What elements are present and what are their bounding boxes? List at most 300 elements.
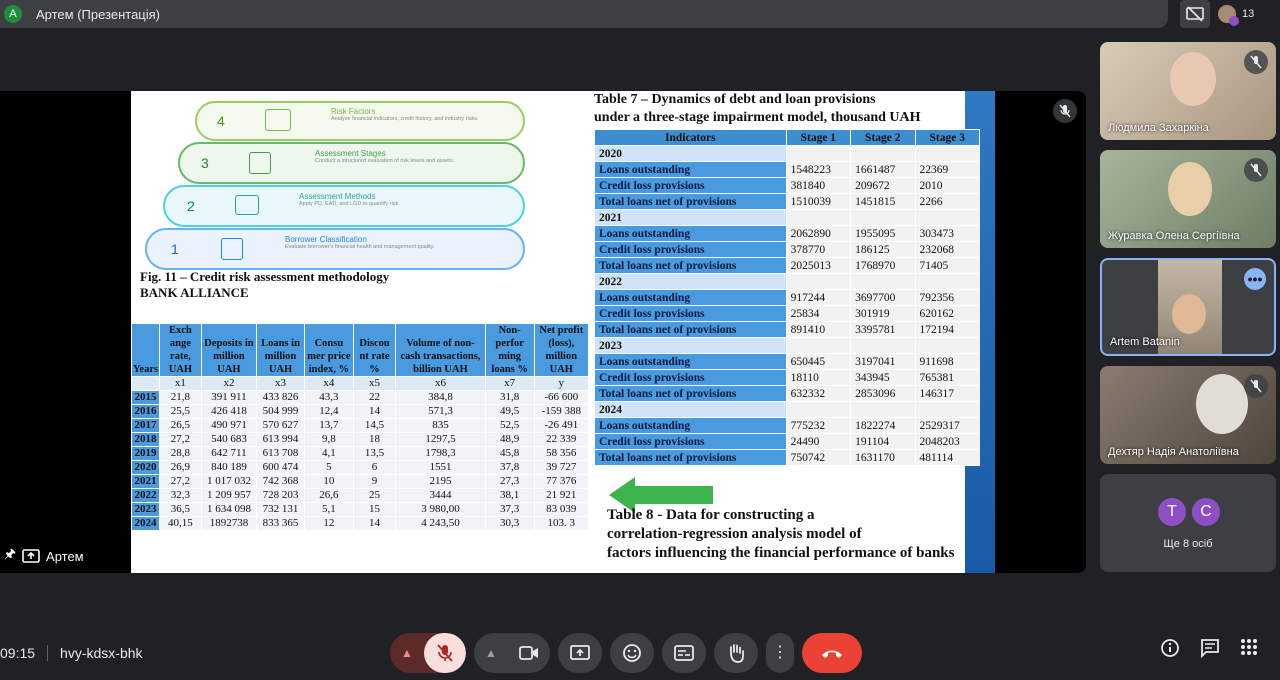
- participant-name: Дехтяр Надія Анатоліївна: [1108, 446, 1239, 458]
- table7-row: [595, 178, 980, 194]
- table7-row: [595, 290, 980, 306]
- table7-year-row: [595, 210, 980, 226]
- table7-empty-cell: [915, 210, 979, 226]
- data-table-value: 15: [353, 503, 395, 517]
- more-vert-icon: ⋮: [772, 644, 788, 661]
- clock: 09:15: [0, 645, 36, 661]
- table7-empty-cell: [851, 210, 915, 226]
- diagram-text-2: [299, 192, 519, 208]
- diagram-text-4: [331, 107, 521, 123]
- data-table-value: 571,3: [396, 405, 486, 419]
- data-table-value: 22: [353, 391, 395, 405]
- camera-control-group: [474, 633, 550, 673]
- data-table-value: 77 376: [534, 475, 588, 489]
- table7-value: 917244: [786, 290, 850, 306]
- diagram-step-title: Risk Factors: [331, 107, 376, 116]
- bottom-bar: [0, 626, 1280, 680]
- data-table-value: -66 600: [534, 391, 588, 405]
- data-table-value: 9,8: [304, 433, 353, 447]
- data-table-value: 14: [353, 405, 395, 419]
- data-table-value: 21 921: [534, 489, 588, 503]
- shared-slide: [131, 91, 995, 573]
- more-options-icon[interactable]: •••: [1244, 268, 1266, 290]
- table7-value: 232068: [915, 242, 979, 258]
- data-table-value: 27,2: [160, 475, 202, 489]
- participant-face: [1196, 374, 1248, 434]
- table7-value: 381840: [786, 178, 850, 194]
- mic-off-icon: [437, 644, 453, 662]
- diagram-step-desc: Conduct a structured evaluation of risk levels and assets.: [315, 158, 455, 164]
- data-table-variable: y: [534, 377, 588, 391]
- figure-caption: [140, 269, 389, 301]
- table7-empty-cell: [915, 146, 979, 162]
- table7-value: 25834: [786, 306, 850, 322]
- table7-value: 792356: [915, 290, 979, 306]
- diagram-step-number: 3: [201, 155, 209, 171]
- table7-value: 172194: [915, 322, 979, 338]
- data-table-header-cell: Non- perfor ming loans %: [485, 324, 534, 377]
- right-controls: [1160, 638, 1258, 658]
- data-table-value: 38,1: [485, 489, 534, 503]
- table8-title-line-1: Table 8 - Data for constructing a: [607, 507, 815, 523]
- chat-icon[interactable]: [1200, 638, 1220, 658]
- data-table-year: 2020: [132, 461, 160, 475]
- camera-button[interactable]: [508, 646, 550, 660]
- hand-icon: [727, 643, 745, 663]
- data-table-value: 1551: [396, 461, 486, 475]
- present-screen-icon: [22, 549, 40, 563]
- table7-empty-cell: [786, 338, 850, 354]
- regression-data-table: [131, 323, 589, 531]
- data-table-header-cell: Loans in million UAH: [257, 324, 305, 377]
- table7-row: [595, 354, 980, 370]
- table7-value: 1661487: [851, 162, 915, 178]
- present-button[interactable]: [558, 633, 602, 673]
- mic-off-button[interactable]: [424, 633, 466, 673]
- pin-icon[interactable]: 🖈: [4, 546, 17, 561]
- participants-button[interactable]: [1218, 5, 1254, 23]
- data-table-value: 103. 3: [534, 517, 588, 531]
- captions-icon: [674, 645, 694, 661]
- data-table-value: 613 708: [257, 447, 305, 461]
- table7-row: [595, 242, 980, 258]
- presentation-title: Артем (Презентація): [36, 6, 161, 22]
- data-table-value: 25,5: [160, 405, 202, 419]
- presentation-off-icon[interactable]: [1180, 0, 1210, 28]
- table7-header-cell: Indicators: [595, 130, 787, 146]
- table7-row: [595, 306, 980, 322]
- data-table-value: 1798,3: [396, 447, 486, 461]
- table7-indicator: Loans outstanding: [595, 354, 787, 370]
- data-table-year: 2023: [132, 503, 160, 517]
- data-table-value: 48,9: [485, 433, 534, 447]
- end-call-button[interactable]: [802, 633, 862, 673]
- data-table-value: 30,3: [485, 517, 534, 531]
- data-table-year: 2022: [132, 489, 160, 503]
- data-table-value: 1297,5: [396, 433, 486, 447]
- diagram-step-number: 4: [217, 113, 225, 129]
- data-table-value: 14,5: [353, 419, 395, 433]
- data-table-variable: x1: [160, 377, 202, 391]
- emoji-button[interactable]: [610, 633, 654, 673]
- table8-title-line-3: factors influencing the financial performance of banks: [607, 545, 955, 561]
- methods-icon: [235, 195, 259, 215]
- table7-value: 71405: [915, 258, 979, 274]
- table7-empty-cell: [915, 402, 979, 418]
- participant-count: 13: [1242, 8, 1255, 20]
- data-table-value: 9: [353, 475, 395, 489]
- audio-options-chevron-icon[interactable]: ▲: [401, 646, 413, 660]
- call-controls: [390, 633, 862, 673]
- table7-empty-cell: [851, 274, 915, 290]
- data-table-value: -159 388: [534, 405, 588, 419]
- presenter-name: Артем: [46, 548, 84, 564]
- table7-value: 301919: [851, 306, 915, 322]
- table7-indicator: Credit loss provisions: [595, 178, 787, 194]
- data-table-value: 384,8: [396, 391, 486, 405]
- table7-year-row: [595, 338, 980, 354]
- camera-icon: [519, 646, 539, 660]
- data-table-value: 45,8: [485, 447, 534, 461]
- table7-empty-cell: [915, 274, 979, 290]
- data-table-year: 2016: [132, 405, 160, 419]
- diagram-step-number: 1: [171, 241, 179, 257]
- data-table-value: 21,8: [160, 391, 202, 405]
- table7-indicator: Loans outstanding: [595, 226, 787, 242]
- data-table-value: 13,5: [353, 447, 395, 461]
- table7-row: [595, 194, 980, 210]
- others-avatars: [1156, 496, 1222, 528]
- table7-value: 632332: [786, 386, 850, 402]
- data-table-value: -26 491: [534, 419, 588, 433]
- end-call-icon: [820, 647, 844, 659]
- data-table-row: [132, 447, 589, 461]
- info-icon[interactable]: [1160, 638, 1180, 658]
- table7-indicator: Total loans net of provisions: [595, 450, 787, 466]
- table7-value: 343945: [851, 370, 915, 386]
- data-table-variable: x4: [304, 377, 353, 391]
- data-table-value: 433 826: [257, 391, 305, 405]
- table7-indicator: Total loans net of provisions: [595, 194, 787, 210]
- data-table-row: [132, 405, 589, 419]
- data-table-value: 32,3: [160, 489, 202, 503]
- table7-value: 378770: [786, 242, 850, 258]
- table7-header-cell: Stage 3: [915, 130, 979, 146]
- top-right-controls: [1180, 0, 1280, 28]
- data-table-variable: x3: [257, 377, 305, 391]
- data-table-row: [132, 489, 589, 503]
- participant-name: Artem Batanin: [1110, 336, 1180, 348]
- data-table-row: [132, 419, 589, 433]
- data-table-row: [132, 517, 589, 531]
- participant-name: Журавка Олена Сергіївна: [1108, 230, 1240, 242]
- table7-row: [595, 370, 980, 386]
- data-table-value: 728 203: [257, 489, 305, 503]
- data-table-value: 5: [304, 461, 353, 475]
- table7-indicator: Total loans net of provisions: [595, 258, 787, 274]
- table7-empty-cell: [851, 402, 915, 418]
- data-table-header-cell: Deposits in million UAH: [201, 324, 256, 377]
- data-table-header-cell: Consu mer price index, %: [304, 324, 353, 377]
- classification-icon: [221, 238, 243, 260]
- table7-row: [595, 258, 980, 274]
- others-tile[interactable]: [1100, 474, 1276, 572]
- table8-title-line-2: correlation-regression analysis model of: [607, 526, 862, 542]
- participant-tile-active[interactable]: [1100, 258, 1276, 356]
- data-table-value: 732 131: [257, 503, 305, 517]
- table7-row: [595, 434, 980, 450]
- table7-value: 765381: [915, 370, 979, 386]
- data-table-value: 37,3: [485, 503, 534, 517]
- data-table-year: 2021: [132, 475, 160, 489]
- diagram-step-title: Assessment Stages: [315, 149, 386, 158]
- table7-empty-cell: [786, 146, 850, 162]
- table7-indicator: Credit loss provisions: [595, 306, 787, 322]
- table7-value: 620162: [915, 306, 979, 322]
- table7-header-row: [595, 130, 980, 146]
- data-table-value: 36,5: [160, 503, 202, 517]
- table7-value: 209672: [851, 178, 915, 194]
- table7-value: 3197041: [851, 354, 915, 370]
- table7-indicator: Credit loss provisions: [595, 370, 787, 386]
- data-table-row: [132, 433, 589, 447]
- data-table-value: 58 356: [534, 447, 588, 461]
- participant-face: [1168, 162, 1212, 216]
- participants-avatar-icon: [1218, 5, 1236, 23]
- participant-tile[interactable]: [1100, 366, 1276, 464]
- data-table-value: 18: [353, 433, 395, 447]
- mic-off-icon: [1244, 374, 1268, 398]
- table7-indicator: Total loans net of provisions: [595, 322, 787, 338]
- table7-year: 2022: [595, 274, 787, 290]
- table7-year-row: [595, 274, 980, 290]
- data-table-variable: x2: [201, 377, 256, 391]
- data-table-row: [132, 475, 589, 489]
- data-table-value: 833 365: [257, 517, 305, 531]
- data-table-header-cell: Exch ange rate, UAH: [160, 324, 202, 377]
- data-table-value: 570 627: [257, 419, 305, 433]
- data-table-year: 2017: [132, 419, 160, 433]
- table7-title-line-1: Table 7 – Dynamics of debt and loan provisions: [594, 92, 876, 107]
- data-table-value: 391 911: [201, 391, 256, 405]
- data-table-value: 600 474: [257, 461, 305, 475]
- data-table-header-row: [132, 324, 589, 377]
- raise-hand-button[interactable]: [714, 633, 758, 673]
- table7-title: [594, 91, 964, 127]
- data-table-value: 26,6: [304, 489, 353, 503]
- data-table-value: 12: [304, 517, 353, 531]
- others-label: Ще 8 осіб: [1163, 538, 1213, 550]
- data-table-header-cell: Discou nt rate %: [353, 324, 395, 377]
- data-table-value: 642 711: [201, 447, 256, 461]
- table7-indicator: Credit loss provisions: [595, 434, 787, 450]
- data-table-value: 835: [396, 419, 486, 433]
- video-options-chevron-icon[interactable]: ▲: [485, 646, 497, 660]
- table7-year-row: [595, 146, 980, 162]
- data-table-value: 25: [353, 489, 395, 503]
- table8-title: [607, 506, 987, 563]
- participant-tile[interactable]: [1100, 150, 1276, 248]
- top-bar: [0, 0, 1168, 28]
- meeting-code: hvy-kdsx-bhk: [60, 645, 143, 661]
- table7-year: 2024: [595, 402, 787, 418]
- data-table-value: 742 368: [257, 475, 305, 489]
- activities-grid-icon[interactable]: [1240, 638, 1258, 656]
- table7-value: 3395781: [851, 322, 915, 338]
- table7-empty-cell: [851, 338, 915, 354]
- data-table-header-cell: Volume of non-cash transactions, billion UAH: [396, 324, 486, 377]
- data-table-value: 14: [353, 517, 395, 531]
- diagram-text-3: [315, 149, 520, 165]
- table7: [594, 129, 980, 466]
- present-screen-icon: [570, 645, 590, 661]
- data-table-value: 3 980,00: [396, 503, 486, 517]
- data-table-header-cell: Net profit (loss), million UAH: [534, 324, 588, 377]
- table7-value: 650445: [786, 354, 850, 370]
- table7-value: 1768970: [851, 258, 915, 274]
- diagram-step-desc: Apply PD, EAD, and LGD to quantify risk.: [299, 201, 400, 207]
- data-table-value: 26,5: [160, 419, 202, 433]
- data-table-year: 2024: [132, 517, 160, 531]
- data-table-year: 2019: [132, 447, 160, 461]
- table7-value: 1510039: [786, 194, 850, 210]
- table7-row: [595, 418, 980, 434]
- data-table-value: 49,5: [485, 405, 534, 419]
- data-table-value: 1892738: [201, 517, 256, 531]
- diagram-step-desc: Analyze financial indicators, credit history, and industry risks.: [331, 116, 479, 122]
- table7-row: [595, 322, 980, 338]
- data-table-value: 40,15: [160, 517, 202, 531]
- data-table-variable: x6: [396, 377, 486, 391]
- data-table-variable-row: [132, 377, 589, 391]
- table7-value: 911698: [915, 354, 979, 370]
- table7-title-line-2: under a three-stage impairment model, thousand UAH: [594, 110, 921, 125]
- analysis-icon: [265, 109, 291, 131]
- data-table-value: 5,1: [304, 503, 353, 517]
- data-table-value: 4 243,50: [396, 517, 486, 531]
- table7-value: 2025013: [786, 258, 850, 274]
- mic-off-icon: [1244, 50, 1268, 74]
- data-table-year: 2015: [132, 391, 160, 405]
- table7-value: 303473: [915, 226, 979, 242]
- data-table-value: 6: [353, 461, 395, 475]
- table7-value: 191104: [851, 434, 915, 450]
- table7-value: 146317: [915, 386, 979, 402]
- table7-empty-cell: [915, 338, 979, 354]
- diagram-step-number: 2: [187, 198, 195, 214]
- data-table-value: 22 339: [534, 433, 588, 447]
- table7-empty-cell: [786, 402, 850, 418]
- table7-empty-cell: [786, 274, 850, 290]
- avatar: T: [1156, 496, 1188, 528]
- table7-row: [595, 226, 980, 242]
- participant-face: [1170, 52, 1216, 106]
- data-table-value: 1 209 957: [201, 489, 256, 503]
- table7-value: 2266: [915, 194, 979, 210]
- table7-value: 891410: [786, 322, 850, 338]
- data-table-value: 1 017 032: [201, 475, 256, 489]
- document-chart-icon: [249, 152, 271, 174]
- figure-caption-line-1: Fig. 11 – Credit risk assessment methodology: [140, 269, 390, 284]
- diagram-text-1: [285, 235, 520, 251]
- diagram-step-title: Assessment Methods: [299, 192, 376, 201]
- table7-year: 2020: [595, 146, 787, 162]
- participant-tile[interactable]: [1100, 42, 1276, 140]
- data-table-value: 490 971: [201, 419, 256, 433]
- table7-value: 3697700: [851, 290, 915, 306]
- data-table-year: 2018: [132, 433, 160, 447]
- data-table-value: 613 994: [257, 433, 305, 447]
- data-table-value: 2195: [396, 475, 486, 489]
- captions-button[interactable]: [662, 633, 706, 673]
- diagram-step-title: Borrower Classification: [285, 235, 367, 244]
- table7-row: [595, 450, 980, 466]
- data-table-value: 3444: [396, 489, 486, 503]
- table7-value: 2853096: [851, 386, 915, 402]
- table7-value: 186125: [851, 242, 915, 258]
- table7-value: 2529317: [915, 418, 979, 434]
- table7-header-cell: Stage 1: [786, 130, 850, 146]
- figure-caption-line-2: BANK ALLIANCE: [140, 285, 249, 300]
- data-table-value: 27,2: [160, 433, 202, 447]
- divider: [47, 645, 48, 661]
- data-table-value: 31,8: [485, 391, 534, 405]
- table7-indicator: Loans outstanding: [595, 418, 787, 434]
- table7-empty-cell: [851, 146, 915, 162]
- table7-indicator: Total loans net of provisions: [595, 386, 787, 402]
- table7-indicator: Loans outstanding: [595, 162, 787, 178]
- table7-year: 2021: [595, 210, 787, 226]
- data-table-value: 10: [304, 475, 353, 489]
- data-table-row: [132, 503, 589, 517]
- data-table-value: 4,1: [304, 447, 353, 461]
- table7-value: 2010: [915, 178, 979, 194]
- table7-year: 2023: [595, 338, 787, 354]
- participant-face: [1172, 294, 1206, 334]
- table7-value: 775232: [786, 418, 850, 434]
- table7-value: 2062890: [786, 226, 850, 242]
- data-table-value: 504 999: [257, 405, 305, 419]
- table7-row: [595, 162, 980, 178]
- data-table-value: 1 634 098: [201, 503, 256, 517]
- mic-off-icon: [1244, 158, 1268, 182]
- data-table-value: 26,9: [160, 461, 202, 475]
- data-table-variable: x5: [353, 377, 395, 391]
- table7-value: 1822274: [851, 418, 915, 434]
- table7-indicator: Loans outstanding: [595, 290, 787, 306]
- more-options-button[interactable]: [766, 633, 794, 673]
- table7-value: 1451815: [851, 194, 915, 210]
- table7-value: 1631170: [851, 450, 915, 466]
- table7-value: 481114: [915, 450, 979, 466]
- table7-value: 1955095: [851, 226, 915, 242]
- table7-row: [595, 386, 980, 402]
- credit-risk-diagram: [145, 101, 535, 271]
- data-table-value: 39 727: [534, 461, 588, 475]
- data-table-row: [132, 461, 589, 475]
- data-table-value: 13,7: [304, 419, 353, 433]
- emoji-icon: [622, 643, 642, 663]
- data-table-header-cell: Years: [132, 324, 160, 377]
- data-table-value: 83 039: [534, 503, 588, 517]
- mic-control-group: [390, 633, 466, 673]
- data-table-value: 43,3: [304, 391, 353, 405]
- data-table-value: 840 189: [201, 461, 256, 475]
- participant-name: Людмила Захаркіна: [1108, 122, 1209, 134]
- data-table-value: 12,4: [304, 405, 353, 419]
- presenter-avatar: A: [4, 5, 22, 23]
- data-table-variable: x7: [485, 377, 534, 391]
